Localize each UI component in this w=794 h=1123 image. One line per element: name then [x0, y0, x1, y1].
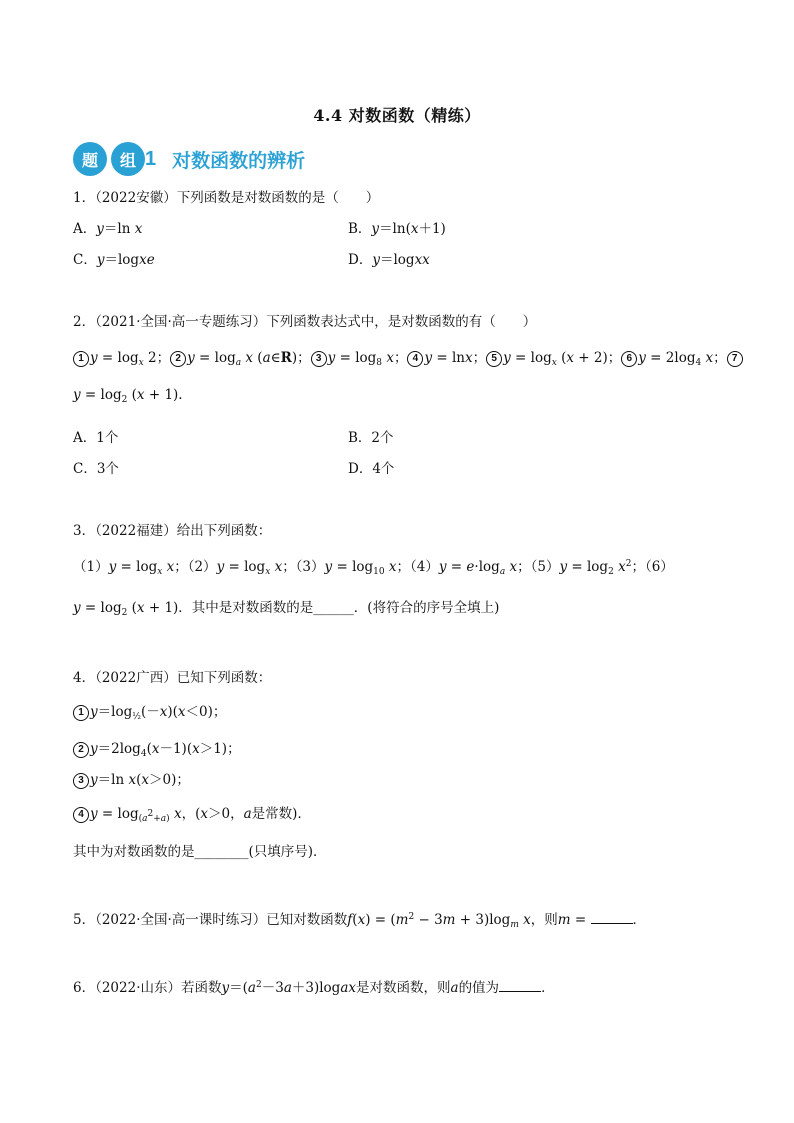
group-badge-ti: 题	[73, 142, 107, 176]
q6-stem: 6．（2022·山东）若函数$y=(a^2-3a+3)logax$是对数函数，则a的值为 ．	[73, 980, 555, 996]
q4-item-4: 4 $y = \log_{(a^2+a)} x$，(x＞0，a是常数)．	[73, 802, 311, 824]
q4-answer-line: 其中为对数函数的是________(只填序号)．	[73, 844, 327, 860]
q2-list-line2: $y = \log_2 (x + 1)$.	[73, 387, 183, 405]
q5-stem: 5．（2022·全国·高一课时练习）已知对数函数$f(x) = (m^2 - 3m + 3)\log_m$ x，则m = ．	[73, 912, 646, 930]
q4-stem: 4．（2022广西）已知下列函数：	[73, 670, 272, 686]
q2-option-b: B．2个	[348, 430, 394, 446]
q4-item-2: 2 $y=2\log_4(x-1)(x>1)$；	[73, 737, 241, 759]
q3-list-line1: $(1)y = \log_x x$；$(2)y = \log_x x$；$(3)y = \log_{10} x$；$(4)y = e\cdot\log_a$ x；$(5)y = \log_2 x^2$；（6）	[73, 559, 674, 577]
q3-list-line2: $y = \log_2 (x + 1)$．其中是对数函数的是______．(将符合的序号全填上)	[73, 600, 500, 618]
q2-stem: 2．（2021·全国·高一专题练习）下列函数表达式中，是对数函数的有（ ）	[73, 314, 537, 330]
page-title: 4.4 对数函数（精练）	[313, 106, 481, 125]
q2-option-a: A．1个	[73, 430, 119, 446]
q2-option-d: D．4个	[348, 461, 395, 477]
group-number: 1	[145, 147, 157, 170]
q2-option-c: C．3个	[73, 461, 119, 477]
q1-option-c: C．y＝logxe	[73, 252, 155, 268]
q1-stem: 1．（2022安徽）下列函数是对数函数的是（ ）	[73, 190, 380, 206]
q4-item-1: 1 $y=\log_{\frac{1}{2}}(-x)(x<0)$；	[73, 700, 226, 722]
q1-option-d: D．y＝logxx	[348, 252, 430, 268]
q4-item-3: 3 y＝ln x(x＞0)；	[73, 768, 190, 789]
q2-list-line1: 1 $y = \log_x 2$； 2 $y = \log_a x$ (a∈R)； 3 $y = \log_8 x$； 4 y = lnx； 5 $y = \log_x (x + 2)$； 6 $y = 2\log_4$ x； 7	[73, 346, 744, 368]
group-title: 对数函数的辨析	[172, 149, 306, 172]
q3-stem: 3．（2022福建）给出下列函数：	[73, 523, 272, 539]
q1-option-b: B．y＝ln(x＋1)	[348, 221, 446, 237]
group-header	[73, 141, 305, 177]
group-badge-zu: 组	[111, 142, 145, 176]
q1-option-a: A．y＝ln x	[73, 221, 143, 237]
